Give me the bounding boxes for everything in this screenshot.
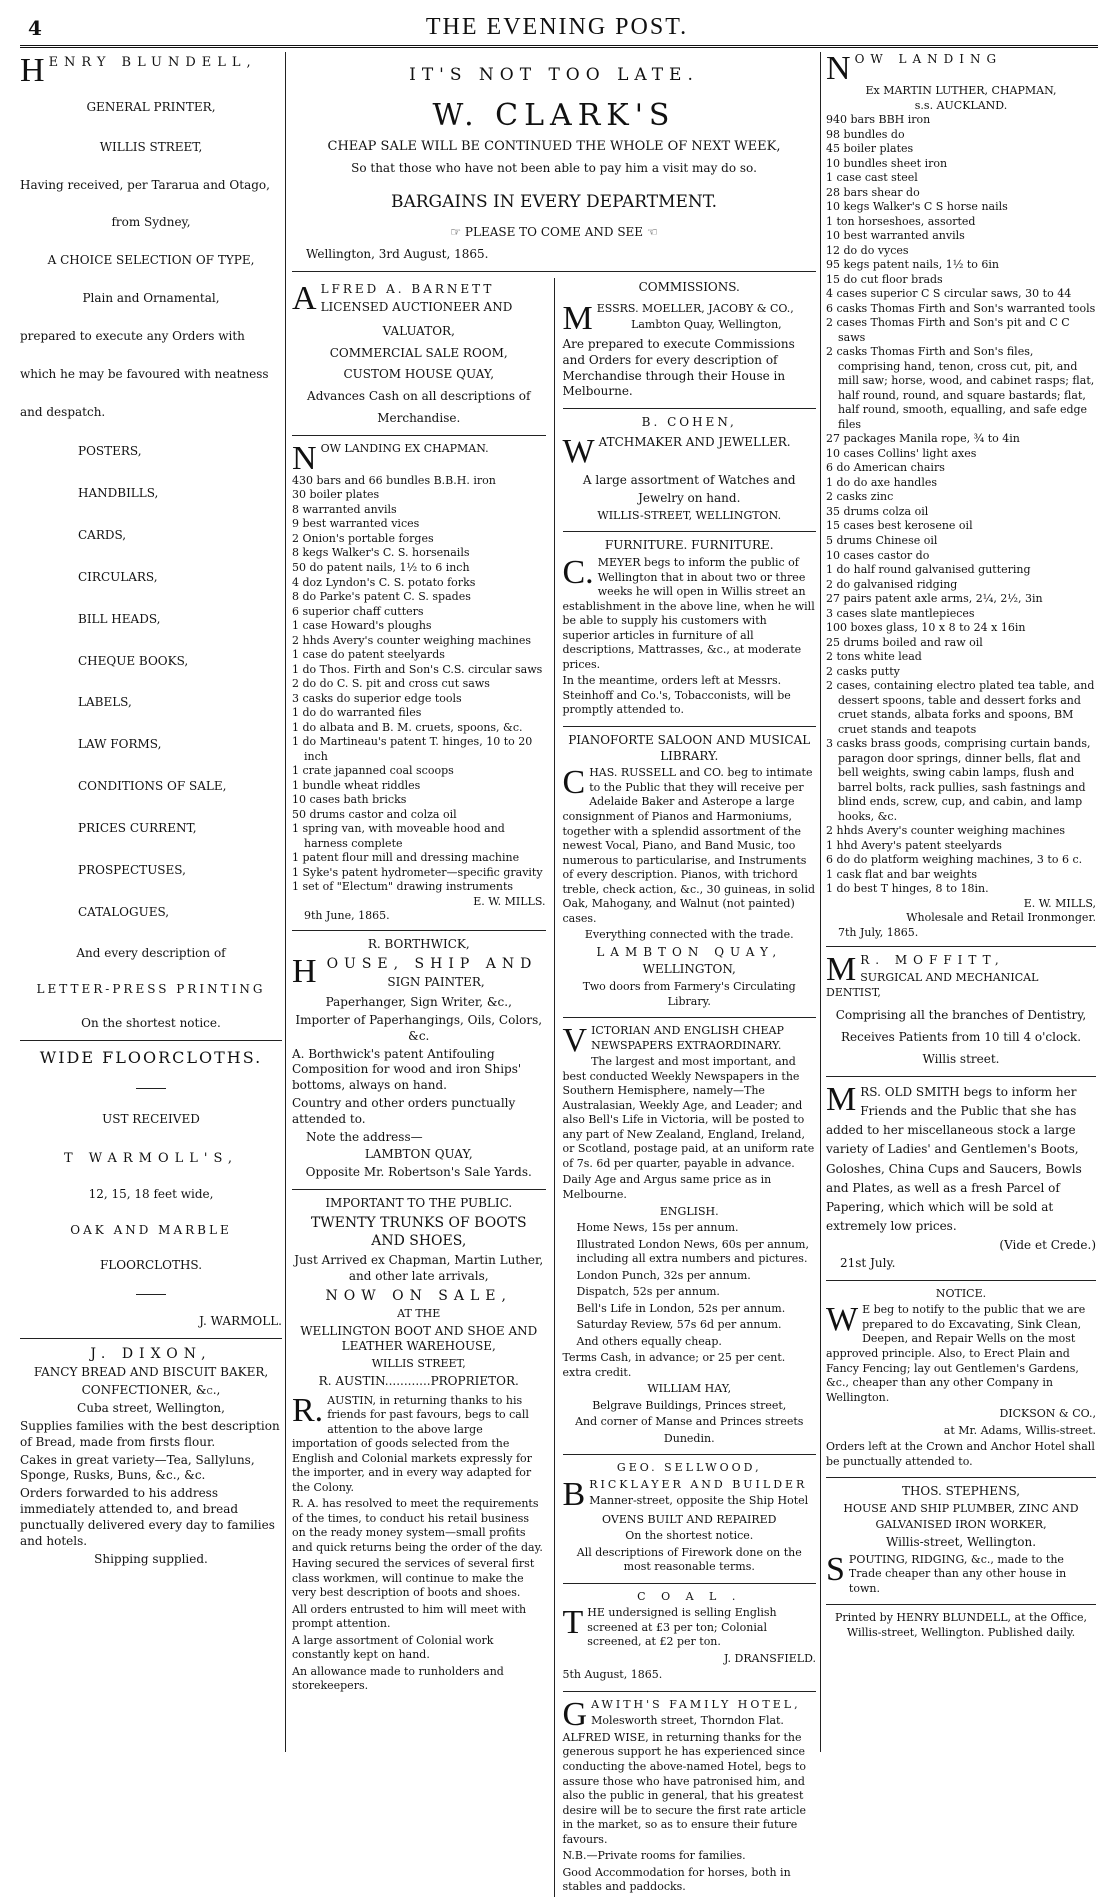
smith-ad: MRS. OLD SMITH begs to inform her Friends and the Public that she has added to her miscellaneous stock a large variety of Ladies' and Gentlemen's Boots, Goloshes, China Cups and Saucers, Bowls and Plates, as well as a fresh Parcel of Papering, which which will be sold at extremely low prices. (Vide et Crede.) 21st July. <box>826 1083 1096 1281</box>
ad-body: POUTING, RIDGING, &c., made to the Trade cheaper than any other house in town. <box>848 1552 1067 1595</box>
ad-line: Advances Cash on all descriptions of <box>307 389 531 404</box>
column-divider <box>285 52 286 1752</box>
ad-body: E beg to notify to the public that we are prepared to do Excavating, Sink Clean, Deepen, and Repair Wells on the most approved principle. Also, to Erect Plain and Fancy Fencing; lay out Gentlemen's Gardens, &c., cheaper than any other Company in Wellington. <box>826 1303 1086 1404</box>
list-item: 27 pairs patent axle arms, 2¼, 2½, 3in <box>826 592 1043 606</box>
ad-line: Plain and Ornamental, <box>82 291 220 306</box>
ad-heading: OVENS BUILT AND REPAIRED <box>602 1512 777 1526</box>
list-item: 50 drums castor and colza oil <box>292 807 457 821</box>
ad-heading: THOS. STEPHENS, <box>901 1484 1021 1499</box>
russell-ad: PIANOFORTE SALOON AND MUSICAL LIBRARY. CHAS. RUSSELL and CO. beg to intimate to the Public that they will receive per Adelaide Baker and Asterope a large consignment of Pianos and Harmoniums, together with a splendid assortment of the newest Vocal, Piano, and Band Music, too numerous to particularise, and Instruments of every description. Pianos, with trichord treble, check action, &c., 30 guineas, in solid Oak, Mahogany, and Walnut (not painted) cases. Everything connected with the trade. LAMBTON QUAY, WELLINGTON, Two doors from Farmery's Circulating Library. <box>563 733 817 1019</box>
ad-line: (Vide et Crede.) <box>999 1238 1096 1253</box>
list-item: CHEQUE BOOKS, <box>78 653 189 668</box>
ad-date: 5th August, 1865. <box>562 1668 663 1682</box>
ad-line: Merchandise. <box>377 411 461 426</box>
list-item: CIRCULARS, <box>78 569 158 584</box>
list-item: 10 cases castor do <box>826 548 930 562</box>
list-item: PRICES CURRENT, <box>78 820 197 835</box>
list-item: 4 cases superior C S circular saws, 30 to 44 <box>826 287 1072 301</box>
list-item: 1 patent flour mill and dressing machine <box>292 851 520 865</box>
list-item: 1 do half round galvanised guttering <box>826 563 1031 577</box>
ad-line: Opposite Mr. Robertson's Sale Yards. <box>305 1165 532 1180</box>
ad-line: Dispatch, 52s per annum. <box>576 1285 720 1299</box>
ad-heading: IT'S NOT TOO LATE. <box>409 65 699 85</box>
ad-body: All orders entrusted to him will meet with prompt attention. <box>292 1602 527 1631</box>
ad-line: WILLIS STREET, <box>99 139 203 154</box>
cohen-ad: B. COHEN, WATCHMAKER AND JEWELLER. A large assortment of Watches and Jewelry on hand. WILLIS-STREET, WELLINGTON. <box>563 415 817 532</box>
list-item: 1 do Martineau's patent T. hinges, 10 to 20 inch <box>292 735 533 763</box>
list-item: 10 bundles sheet iron <box>826 156 948 170</box>
sellwood-ad: GEO. SELLWOOD, BRICKLAYER AND BUILDER Manner-street, opposite the Ship Hotel OVENS BUILT AND REPAIRED On the shortest notice. All descriptions of Firework done on the most reasonable terms. <box>563 1461 817 1584</box>
coal-ad: C O A L . THE undersigned is selling English screened at £3 per ton; Colonial screened, at £2 per ton. J. DRANSFIELD. 5th August, 1865. <box>563 1590 817 1692</box>
column-left <box>20 52 282 1569</box>
ad-line: AT THE <box>397 1307 441 1321</box>
ad-line: OAK AND MARBLE <box>70 1222 232 1237</box>
ad-heading: AWITH'S FAMILY HOTEL, <box>591 1697 801 1711</box>
list-item: 12 do do vyces <box>826 243 909 257</box>
ad-line: LAMBTON QUAY, <box>596 944 783 959</box>
ad-heading: RICKLAYER AND BUILDER <box>589 1477 808 1491</box>
list-item: 940 bars BBH iron <box>826 113 931 127</box>
list-item: CARDS, <box>78 528 127 543</box>
list-item: 28 bars shear do <box>826 185 920 199</box>
hay-ad: VICTORIAN AND ENGLISH CHEAP NEWSPAPERS EXTRAORDINARY. The largest and most important, and best conducted Weekly Newspapers in the Southern Hemisphere, namely—The Australasian, Weekly Age, and Leader; and also Bell's Life in Victoria, will be posted to any part of New Zealand, England, Ireland, or Scotland, postage paid, at an uniform rate of 7s. 6d per quarter, payable in advance. Daily Age and Argus same price as in Melbourne. ENGLISH. Home News, 15s per annum. Illustrated London News, 60s per annum, including all extra numbers and pictures. London Punch, 32s per annum. Dispatch, 52s per annum. Bell's Life in London, 52s per annum. Saturday Review, 57s 6d per annum. And others equally cheap. Terms Cash, in advance; or 25 per cent. extra credit. WILLIAM HAY, Belgrave Buildings, Princes street, And corner of Manse and Princes streets Dunedin. <box>563 1024 817 1455</box>
list-item: 2 Onion's portable forges <box>292 531 434 545</box>
ad-date: 21st July. <box>840 1256 896 1271</box>
ad-line: Willis-street, Wellington. <box>885 1534 1037 1549</box>
list-item: 3 casks do superior edge tools <box>292 691 462 705</box>
ad-line: Everything connected with the trade. <box>584 928 794 942</box>
ad-heading: TWENTY TRUNKS OF BOOTS AND SHOES, <box>310 1214 527 1250</box>
masthead <box>0 0 1114 48</box>
ad-line: Supplies families with the best description of Bread, made from firsts flour. <box>20 1418 280 1449</box>
ad-line: prepared to execute any Orders with <box>20 328 245 343</box>
list-item: 1 cask flat and bar weights <box>826 867 978 881</box>
borthwick-ad: R. BORTHWICK, HOUSE, SHIP AND SIGN PAINTER, Paperhanger, Sign Writer, &c., Importer of Paperhangings, Oils, Colors, &c. A. Borthwick's patent Antifouling Composition for wood and iron Ships' bottoms, always on hand. Country and other orders punctually attended to. Note the address— LAMBTON QUAY, Opposite Mr. Robertson's Sale Yards. <box>292 937 546 1190</box>
list-item: 1 case cast steel <box>826 171 918 185</box>
ad-line: Molesworth street, Thorndon Flat. <box>591 1714 784 1728</box>
ad-heading: ICTORIAN AND ENGLISH CHEAP NEWSPAPERS EXTRAORDINARY. <box>591 1024 784 1052</box>
ad-line: T WARMOLL'S, <box>63 1150 239 1166</box>
list-item: 98 bundles do <box>826 127 905 141</box>
list-item: 10 cases Collins' light axes <box>826 446 977 460</box>
ad-line: Manner-street, opposite the Ship Hotel <box>589 1494 809 1508</box>
ad-line: from Sydney, <box>111 215 191 230</box>
list-item: 50 do patent nails, 1½ to 6 inch <box>292 561 470 574</box>
ad-line: A CHOICE SELECTION OF TYPE, <box>47 253 255 268</box>
landing-chapman-ad: NOW LANDING EX CHAPMAN. 430 bars and 66 bundles B.B.H. iron 30 boiler plates 8 warranted anvils 9 best warranted vices 2 Onion's portable forges 8 kegs Walker's C. S. horsenails 50 do patent nails, 1½ to 6 inch 4 doz Lyndon's C. S. potato forks 8 do Parke's patent C. S. spades 6 superior chaff cutters 1 case Howard's ploughs 2 hhds Avery's counter weighing machines 1 case do patent steelyards 1 do Thos. Firth and Son's C.S. circular saws 2 do do C. S. pit and cross cut saws 3 casks do superior edge tools 1 do do warranted files 1 do albata and B. M. cruets, spoons, &c. 1 do Martineau's patent T. hinges, 10 to 20 inch 1 crate japanned coal scoops 1 bundle wheat riddles 10 cases bath bricks 50 drums castor and colza oil 1 spring van, with moveable hood and harness complete 1 patent flour mill and dressing machine 1 Syke's patent hydrometer—specific gravity 1 set of "Electum" drawing instruments E. W. MILLS. 9th June, 1865. <box>292 442 546 931</box>
meyer-ad: FURNITURE. FURNITURE. C. MEYER begs to inform the public of Wellington that in about two or three weeks he will open in Willis street an establishment in the above line, when he will be able to supply his customers with superior articles in furniture of all descriptions, Mattrasses, &c., at moderate prices. In the meantime, orders left at Messrs. Steinhoff and Co.'s, Tobacconists, will be promptly attended to. <box>563 538 817 727</box>
wise-ad: GAWITH'S FAMILY HOTEL, Molesworth street, Thorndon Flat. ALFRED WISE, in returning thanks for the generous support he has experienced since conducting the above-named Hotel, begs to assure those who have patronised him, and also the public in general, that his greatest desire will be to secure the first rate article in the market, so as to ensure their future favours. N.B.—Private rooms for families. Good Accommodation for horses, both in stables and paddocks. <box>563 1698 817 1895</box>
commissions-ad: COMMISSIONS. MESSRS. MOELLER, JACOBY & CO., Lambton Quay, Wellington, Are prepared to execute Commissions and Orders for every description of Merchandise through their House in Melbourne. <box>563 280 817 409</box>
ad-heading: GEO. SELLWOOD, <box>616 1461 762 1475</box>
ad-signature: DICKSON & CO., <box>999 1407 1096 1421</box>
stephens-ad: THOS. STEPHENS, HOUSE AND SHIP PLUMBER, ZINC AND GALVANISED IRON WORKER, Willis-street, Wellington. SPOUTING, RIDGING, &c., made to the Trade cheaper than any other house in town. <box>826 1484 1096 1605</box>
list-item: 4 doz Lyndon's C. S. potato forks <box>292 575 476 589</box>
ad-body: RS. OLD SMITH begs to inform her Friends and the Public that she has added to her miscellaneous stock a large variety of Ladies' and Gentlemen's Boots, Goloshes, China Cups and Saucers, Bowls and Plates, as well as a fresh Parcel of Papering, which which will be sold at extremely low prices. <box>826 1084 1082 1234</box>
austin-ad: IMPORTANT TO THE PUBLIC. TWENTY TRUNKS OF BOOTS AND SHOES, Just Arrived ex Chapman, Martin Luther, and other late arrivals, NOW ON SALE, AT THE WELLINGTON BOOT AND SHOE AND LEATHER WAREHOUSE, WILLIS STREET, R. AUSTIN............PROPRIETOR. R. AUSTIN, in returning thanks to his friends for past favours, begs to call attention to the above large importation of goods selected from the English and Colonial markets expressly for the importer, and in every way adapted for the Colony. R. A. has resolved to meet the requirements of the times, to conduct his retail business on the ready money system—small profits and quick returns being the order of the day. Having secured the services of several first class workmen, will continue to make the very best description of boots and shoes. All orders entrusted to him will meet with prompt attention. A large assortment of Colonial work constantly kept on hand. An allowance made to runholders and storekeepers. <box>292 1196 546 1694</box>
ad-signature: J. WARMOLL. <box>199 1314 282 1329</box>
ad-line: UST RECEIVED <box>102 1111 200 1126</box>
list-item: 1 case Howard's ploughs <box>292 619 432 633</box>
ad-heading: R. BORTHWICK, <box>367 936 470 951</box>
list-item: 1 do albata and B. M. cruets, spoons, &c. <box>292 720 523 734</box>
list-item: HANDBILLS, <box>78 486 159 501</box>
ad-date: Wellington, 3rd August, 1865. <box>306 247 489 262</box>
list-item: 100 boxes glass, 10 x 8 to 24 x 16in <box>826 621 1026 635</box>
ad-line: Ex MARTIN LUTHER, CHAPMAN, <box>865 84 1057 97</box>
list-item: 25 drums boiled and raw oil <box>826 635 983 649</box>
ad-heading: NOTICE. <box>935 1286 987 1300</box>
ad-line: And others equally cheap. <box>576 1334 722 1348</box>
list-item: 2 casks putty <box>826 664 900 678</box>
barnett-ad: ALFRED A. BARNETT LICENSED AUCTIONEER AND VALUATOR, COMMERCIAL SALE ROOM, CUSTOM HOUSE QUAY, Advances Cash on all descriptions of Merchandise. <box>292 282 546 436</box>
ad-line: WELLINGTON, <box>642 962 736 977</box>
clark-ad <box>292 64 816 272</box>
list-item: 5 drums Chinese oil <box>826 533 938 547</box>
ad-heading: J. DIXON, <box>90 1345 212 1362</box>
list-item: LAW FORMS, <box>78 737 162 752</box>
ad-line: On the shortest notice. <box>81 1016 221 1031</box>
list-item: 6 superior chaff cutters <box>292 604 424 618</box>
ad-line: FLOORCLOTHS. <box>99 1258 203 1273</box>
column-right <box>826 52 1096 1642</box>
ad-heading: ESSRS. MOELLER, JACOBY & CO., <box>596 301 794 315</box>
list-item: CONDITIONS OF SALE, <box>78 779 227 794</box>
list-item: 95 kegs patent nails, 1½ to 6in <box>826 258 999 272</box>
floorcloths-ad <box>20 1047 282 1339</box>
column-divider <box>820 52 821 1752</box>
landing-martin-luther-ad: NOW LANDING Ex MARTIN LUTHER, CHAPMAN, s.s. AUCKLAND. 940 bars BBH iron 98 bundles do 45 boiler plates 10 bundles sheet iron 1 case cast steel 28 bars shear do 10 kegs Walker's C S horse nails 1 ton horseshoes, assorted 10 best warranted anvils 12 do do vyces 95 kegs patent nails, 1½ to 6in 15 do cut floor brads 4 cases superior C S circular saws, 30 to 44 6 casks Thomas Firth and Son's warranted tools 2 cases Thomas Firth and Son's pit and C C saws 2 casks Thomas Firth and Son's files, comprising hand, tenon, cross cut, pit, and mill saw; horse, wood, and cabinet rasps; flat, half round, round, and square bastards; flat, half round, smooth, equalling, and safe edge files 27 packages Manila rope, ¾ to 4in 10 cases Collins' light axes 6 do American chairs 1 do do axe handles 2 casks zinc 35 drums colza oil 15 cases best kerosene oil 5 drums Chinese oil 10 cases castor do 1 do half round galvanised guttering 2 do galvanised ridging 27 pairs patent axle arms, 2¼, 2½, 3in 3 cases slate mantlepieces 100 boxes glass, 10 x 8 to 24 x 16in 25 drums boiled and raw oil 2 tons white lead 2 casks putty 2 cases, containing electro plated tea table, and dessert spoons, table and dessert forks and cruet stands, albata forks and spoons, BM cruet stands and teapots 3 casks brass goods, comprising curtain bands, paragon door springs, dinner bells, flat and bell weights, swing cabin lamps, flush and barrel bolts, rack pullies, sash fastnings and blind ends, screw, cup, and cabin, and lamp hooks, &c. 2 hhds Avery's counter weighing machines 1 hhd Avery's patent steelyards 6 do do platform weighing machines, 3 to 6 c. 1 cask flat and bar weights 1 do best T hinges, 8 to 18in. E. W. MILLS, Wholesale and Retail Ironmonger. 7th July, 1865. <box>826 52 1096 947</box>
ad-heading: OUSE, SHIP AND <box>326 955 538 972</box>
ad-line: GALVANISED IRON WORKER, <box>875 1518 1047 1532</box>
drop-cap: H <box>20 52 45 89</box>
list-item: 10 kegs Walker's C S horse nails <box>826 200 1008 214</box>
ad-line: s.s. AUCKLAND. <box>914 98 1008 112</box>
list-item: 15 cases best kerosene oil <box>826 519 973 533</box>
ad-line: CHEAP SALE WILL BE CONTINUED THE WHOLE OF NEXT WEEK, <box>327 139 781 155</box>
list-item: 2 cases, containing electro plated tea table, and dessert spoons, table and dessert forks and cruet stands, albata forks and spoons, BM cruet stands and teapots <box>826 679 1095 736</box>
ad-line: And corner of Manse and Princes streets <box>575 1415 804 1429</box>
ad-line: LICENSED AUCTIONEER AND <box>320 299 513 314</box>
list-item: 1 do Thos. Firth and Son's C.S. circular saws <box>292 662 543 676</box>
printer-imprint: Printed by HENRY BLUNDELL, at the Office, Willis-street, Wellington. Published daily. <box>834 1611 1088 1639</box>
ad-date: 9th June, 1865. <box>304 909 390 923</box>
ad-line: which he may be favoured with neatness <box>20 366 269 381</box>
ad-heading: OW LANDING EX CHAPMAN. <box>320 441 489 455</box>
list-item: 1 do do axe handles <box>826 475 938 489</box>
ad-body: Are prepared to execute Commissions and Orders for every description of Merchandise through their House in Melbourne. <box>562 336 795 399</box>
list-item: 9 best warranted vices <box>292 517 420 531</box>
ad-signature: WILLIAM HAY, <box>647 1382 732 1396</box>
ad-line: Orders forwarded to his address immediately attended to, and bread punctually delivered every day to families and hotels. <box>20 1486 275 1548</box>
list-item: 35 drums colza oil <box>826 504 929 518</box>
ad-signature: E. W. MILLS, <box>1023 896 1096 910</box>
list-item: 3 cases slate mantlepieces <box>826 606 975 620</box>
ad-heading: COMMISSIONS. <box>638 280 740 295</box>
ad-line: Illustrated London News, 60s per annum, including all extra numbers and pictures. <box>576 1237 809 1266</box>
ad-heading: NOW ON SALE, <box>325 1287 512 1304</box>
list-item: 2 tons white lead <box>826 650 922 664</box>
ad-line: Home News, 15s per annum. <box>576 1221 739 1235</box>
ad-line: ☞ PLEASE TO COME AND SEE ☜ <box>450 225 658 240</box>
list-item: 6 do American chairs <box>826 461 945 475</box>
list-item: 8 do Parke's patent C. S. spades <box>292 590 471 604</box>
list-item: 8 kegs Walker's C. S. horsenails <box>292 546 470 560</box>
ad-line: Receives Patients from 10 till 4 o'clock. <box>840 1030 1082 1045</box>
list-item: 1 hhd Avery's patent steelyards <box>826 838 1002 852</box>
ad-body: Having secured the services of several first class workmen, will continue to make the very best description of boots and shoes. <box>292 1557 535 1600</box>
ad-line: Importer of Paperhangings, Oils, Colors, &c. <box>295 1012 543 1043</box>
ad-line: Paperhanger, Sign Writer, &c., <box>325 995 512 1010</box>
list-item: 30 boiler plates <box>292 488 380 502</box>
ad-heading: FURNITURE. FURNITURE. <box>604 538 774 553</box>
ad-line: WILLIS STREET, <box>371 1357 466 1371</box>
list-item: 8 warranted anvils <box>292 502 397 516</box>
list-item: 1 case do patent steelyards <box>292 648 445 662</box>
list-item: 1 crate japanned coal scoops <box>292 764 454 778</box>
ad-line: Belgrave Buildings, Princes street, <box>592 1398 787 1412</box>
ad-line: Willis street. <box>922 1051 1000 1066</box>
ad-signature: Wholesale and Retail Ironmonger. <box>906 911 1096 925</box>
ad-line: Saturday Review, 57s 6d per annum. <box>576 1318 782 1332</box>
ad-body: HAS. RUSSELL and CO. beg to intimate to the Public that they will receive per Adelaide Baker and Asterope a large consignment of Pianos and Harmoniums, together with a splendid assortment of the newest Vocal, Piano, and Band Music, too numerous to particularise, and Instruments of every description. Pianos, with trichord treble, check action, &c., 30 guineas, in solid Oak, Mahogany, and Walnut (not painted) cases. <box>562 766 816 925</box>
ad-body: R. A. has resolved to meet the requirements of the times, to conduct his retail business on the ready money system—small profits and quick returns being the order of the day. <box>292 1497 543 1554</box>
blundell-ad <box>20 54 282 1041</box>
dickson-ad: NOTICE. W E beg to notify to the public that we are prepared to do Excavating, Sink Clean, Deepen, and Repair Wells on the most approved principle. Also, to Erect Plain and Fancy Fencing; lay out Gentlemen's Gardens, &c., cheaper than any other Company in Wellington. DICKSON & CO., at Mr. Adams, Willis-street. Orders left at the Crown and Anchor Hotel shall be punctually attended to. <box>826 1287 1096 1478</box>
list-item: 2 casks Thomas Firth and Son's files, comprising hand, tenon, cross cut, pit, and mill saw; horse, wood, and cabinet rasps; flat, half round, round, and square bastards; flat, half round, smooth, equalling, and safe edge files <box>826 345 1095 431</box>
list-item: 15 do cut floor brads <box>826 272 943 286</box>
list-item: 2 do do C. S. pit and cross cut saws <box>292 677 490 691</box>
ad-line: So that those who have not been able to pay him a visit may do so. <box>351 161 757 176</box>
ad-line: Lambton Quay, Wellington, <box>631 318 782 332</box>
ad-heading: PIANOFORTE SALOON AND MUSICAL LIBRARY. <box>568 732 811 763</box>
ad-heading: OW LANDING <box>854 52 1003 66</box>
list-item: 1 do do warranted files <box>292 706 422 720</box>
ad-line: Orders left at the Crown and Anchor Hotel shall be punctually attended to. <box>826 1440 1095 1468</box>
ad-line: VALUATOR, <box>382 323 455 338</box>
ad-line: Shipping supplied. <box>94 1551 208 1566</box>
list-item: CATALOGUES, <box>78 904 170 919</box>
ad-line: And every description of <box>76 946 226 961</box>
ad-heading: R. MOFFITT, <box>860 953 1005 968</box>
ad-line: GENERAL PRINTER, <box>86 100 216 114</box>
list-item: 1 bundle wheat riddles <box>292 778 421 792</box>
ad-line: Two doors from Farmery's Circulating Library. <box>582 980 796 1008</box>
ad-line: SIGN PAINTER, <box>387 975 485 990</box>
ad-line: COMMERCIAL SALE ROOM, <box>329 345 508 360</box>
ad-line: HOUSE AND SHIP PLUMBER, ZINC AND <box>843 1501 1079 1515</box>
ad-line: Bell's Life in London, 52s per annum. <box>576 1301 786 1315</box>
ad-line: A. Borthwick's patent Antifouling Composition for wood and iron Ships' bottoms, always on hand. <box>292 1046 522 1093</box>
ad-body: Daily Age and Argus same price as in Melbourne. <box>562 1173 772 1201</box>
list-item: 2 cases Thomas Firth and Son's pit and C C saws <box>826 316 1070 344</box>
list-item: 10 cases bath bricks <box>292 793 407 807</box>
ad-heading: B. COHEN, <box>641 415 737 430</box>
ad-body: MEYER begs to inform the public of Wellington that in about two or three weeks he will open in Willis street an establishment in the above line, when he will be able to supply his customers with superior articles in furniture of all descriptions, Mattrasses, &c., at moderate prices. <box>562 556 815 671</box>
ad-body: An allowance made to runholders and storekeepers. <box>292 1664 504 1693</box>
list-item: 3 casks brass goods, comprising curtain bands, paragon door springs, dinner bells, flat and bell weights, swing cabin lamps, flush and barrel bolts, rack pullies, sash fastnings and blind ends, screw, cup, and cabin, and lamp hooks, &c. <box>826 737 1091 823</box>
ad-heading: IMPORTANT TO THE PUBLIC. <box>325 1196 513 1211</box>
ad-body: HE undersigned is selling English screened at £3 per ton; Colonial screened, at £2 per ton. <box>587 1606 777 1649</box>
ad-body: A large assortment of Colonial work constantly kept on hand. <box>292 1633 494 1662</box>
ad-heading: BARGAINS IN EVERY DEPARTMENT. <box>390 192 718 213</box>
ad-heading: ENRY BLUNDELL, <box>48 55 257 70</box>
ad-line: Comprising all the branches of Dentistry, <box>835 1008 1087 1023</box>
list-item: 1 Syke's patent hydrometer—specific gravity <box>292 865 543 879</box>
ad-line: WILLIS-STREET, WELLINGTON. <box>597 508 782 522</box>
list-item: 10 best warranted anvils <box>826 229 965 243</box>
list-item: 1 spring van, with moveable hood and harness complete <box>292 822 505 850</box>
ad-line: Just Arrived ex Chapman, Martin Luther, and other late arrivals, <box>294 1252 544 1283</box>
ad-line: at Mr. Adams, Willis-street. <box>943 1423 1096 1437</box>
ad-body: The largest and most important, and best conducted Weekly Newspapers in the Southern Hemisphere, namely—The Australasian, Weekly Age, and Leader; and also Bell's Life in Victoria, will be posted to any part of New Zealand, England, Ireland, or Scotland, postage paid, at an uniform rate of 7s. 6d per quarter, payable in advance. <box>562 1055 815 1170</box>
header-rule <box>20 45 1098 48</box>
list-item: PROSPECTUSES, <box>78 862 186 877</box>
list-item: 430 bars and 66 bundles B.B.H. iron <box>292 473 496 487</box>
list-item: 2 hhds Avery's counter weighing machines <box>292 633 532 647</box>
ad-heading: WELLINGTON BOOT AND SHOE AND LEATHER WAREHOUSE, <box>300 1323 538 1354</box>
ad-line: SURGICAL AND MECHANICAL DENTIST, <box>826 971 1039 999</box>
ad-line: Cakes in great variety—Tea, Sallyluns, Sponge, Rusks, Buns, &c., &c. <box>20 1452 255 1483</box>
ad-line: Note the address— <box>306 1129 423 1144</box>
list-item: 45 boiler plates <box>826 142 914 156</box>
ad-line: 12, 15, 18 feet wide, <box>88 1186 214 1201</box>
list-item: BILL HEADS, <box>78 611 161 626</box>
ad-heading: C O A L . <box>637 1589 742 1603</box>
ad-line: R. AUSTIN............PROPRIETOR. <box>318 1373 519 1388</box>
ad-line: LETTER-PRESS PRINTING <box>36 982 266 997</box>
ad-body: Good Accommodation for horses, both in stables and paddocks. <box>562 1865 791 1894</box>
ad-line: Country and other orders punctually attended to. <box>292 1095 516 1126</box>
ad-line: Terms Cash, in advance; or 25 per cent. extra credit. <box>562 1351 786 1379</box>
ad-heading: ENGLISH. <box>659 1204 719 1218</box>
list-item: 6 do do platform weighing machines, 3 to 6 c. <box>826 853 1083 867</box>
ad-line: On the shortest notice. <box>625 1529 754 1543</box>
ad-heading: WIDE FLOORCLOTHS. <box>39 1047 263 1067</box>
ad-line: All descriptions of Firework done on the most reasonable terms. <box>576 1545 802 1574</box>
list-item: 1 do best T hinges, 8 to 18in. <box>826 882 989 896</box>
list-item: POSTERS, <box>78 444 142 459</box>
ad-body: In the meantime, orders left at Messrs. Steinhoff and Co.'s, Tobacconists, will be promptly attended to. <box>562 674 791 717</box>
ad-body: N.B.—Private rooms for families. <box>562 1849 746 1863</box>
moffitt-ad: M R. MOFFITT, SURGICAL AND MECHANICAL DENTIST, Comprising all the branches of Dentistry, Receives Patients from 10 till 4 o'clock. Willis street. <box>826 953 1096 1076</box>
list-item: 2 do galvanised ridging <box>826 577 958 591</box>
column-center <box>292 52 816 1897</box>
newspaper-title: THE EVENING POST. <box>425 14 689 40</box>
ad-body: ALFRED WISE, in returning thanks for the generous support he has experienced since conducting the above-named Hotel, begs to assure those who have patronised him, and also the public in general, that his greatest desire will be to secure the first rate article in the market, so as to ensure their future favours. <box>562 1730 807 1846</box>
list-item: 1 ton horseshoes, assorted <box>826 214 976 228</box>
ad-date: 7th July, 1865. <box>838 925 919 939</box>
list-item: 2 casks zinc <box>826 490 894 504</box>
list-item: 27 packages Manila rope, ¾ to 4in <box>826 432 1020 446</box>
ad-line: London Punch, 32s per annum. <box>576 1268 751 1282</box>
ad-line: A large assortment of Watches and <box>582 473 796 488</box>
ad-line: CUSTOM HOUSE QUAY, <box>343 367 495 382</box>
ad-line: and despatch. <box>20 404 106 419</box>
ad-line: CONFECTIONER, &c., <box>81 1383 221 1398</box>
list-item: 6 casks Thomas Firth and Son's warranted tools <box>826 301 1096 315</box>
ad-signature: J. DRANSFIELD. <box>724 1651 816 1665</box>
dixon-ad <box>20 1345 282 1567</box>
center-right-subcolumn <box>554 278 817 1897</box>
ad-body: AUSTIN, in returning thanks to his friends for past favours, begs to call attention to the above large importation of goods selected from the English and Colonial markets expressly for the importer, and in every way adapted for the Colony. <box>292 1393 532 1494</box>
ad-heading: W. CLARK'S <box>432 98 676 134</box>
ad-line: Cuba street, Wellington, <box>77 1401 225 1416</box>
ad-line: Jewelry on hand. <box>638 490 741 505</box>
ad-line: Having received, per Tararua and Otago, <box>20 177 270 192</box>
page-number: 4 <box>28 16 42 40</box>
ad-heading: LFRED A. BARNETT <box>320 282 495 297</box>
ad-line: Dunedin. <box>663 1431 715 1445</box>
ad-line: LAMBTON QUAY, <box>364 1147 473 1162</box>
list-item: LABELS, <box>78 695 132 710</box>
ad-signature: E. W. MILLS. <box>473 894 546 908</box>
ad-line: FANCY BREAD AND BISCUIT BAKER, <box>33 1365 269 1380</box>
list-item: 2 hhds Avery's counter weighing machines <box>826 824 1066 838</box>
list-item: 1 set of "Electum" drawing instruments <box>292 880 514 894</box>
center-left-subcolumn <box>292 278 546 1897</box>
ad-heading: ATCHMAKER AND JEWELLER. <box>598 435 791 450</box>
